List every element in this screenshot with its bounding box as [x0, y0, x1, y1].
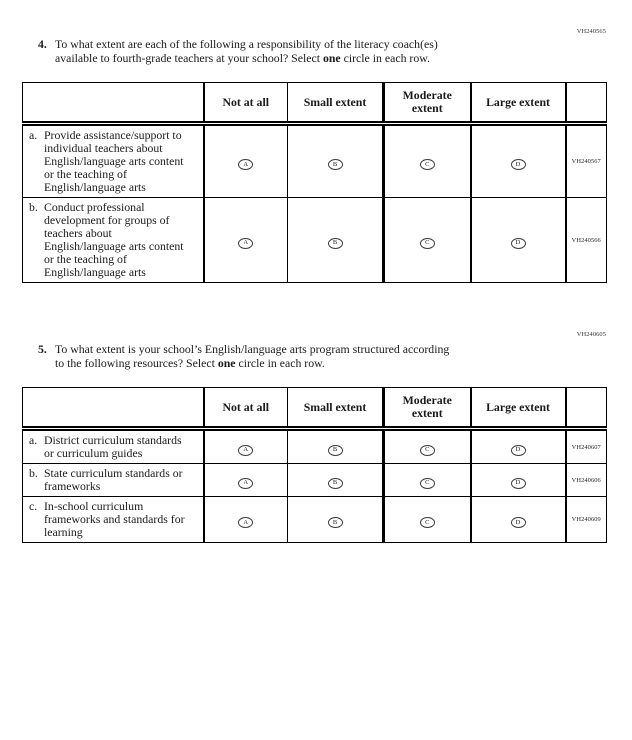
column-header-not-at-all: Not at all: [204, 83, 288, 124]
question-4-line2-post: circle in each row.: [340, 50, 430, 65]
answer-cell: [204, 124, 288, 198]
column-header-small-extent: Small extent: [288, 83, 384, 124]
answer-cell: [204, 497, 288, 543]
row-letter: b.: [29, 200, 38, 214]
answer-cell: [384, 429, 471, 464]
answer-cell: [288, 464, 384, 497]
answer-bubble-a[interactable]: A: [238, 159, 253, 170]
row-label-cell: [23, 497, 204, 543]
item-code-cell: VH240606: [566, 464, 607, 497]
answer-cell: [471, 429, 566, 464]
answer-cell: [471, 464, 566, 497]
question-5-line2-pre: to the following resources? Select: [55, 355, 218, 370]
question-5-number: 5.: [38, 342, 47, 356]
answer-bubble-a[interactable]: A: [238, 517, 253, 528]
question-4-code: VH240565: [576, 28, 606, 35]
answer-bubble-d[interactable]: D: [511, 445, 526, 456]
question-4-response-table: [22, 82, 607, 283]
question-4-line1: To what extent are each of the following a responsibility of the literacy coach(es): [55, 37, 438, 51]
answer-bubble-c[interactable]: C: [420, 159, 435, 170]
answer-cell: [288, 497, 384, 543]
row-label: Provide assistance/support to individual teachers about English/language arts content or the teaching of English/language arts: [44, 128, 184, 194]
answer-bubble-b[interactable]: B: [328, 478, 343, 489]
row-letter: a.: [29, 128, 38, 142]
question-4-number: 4.: [38, 37, 47, 51]
answer-bubble-d[interactable]: D: [511, 517, 526, 528]
code-column-header: [566, 388, 607, 429]
answer-bubble-c[interactable]: C: [420, 478, 435, 489]
column-header-moderate-extent: Moderate extent: [384, 388, 471, 429]
question-5-section: [0, 283, 632, 543]
answer-bubble-a[interactable]: A: [238, 478, 253, 489]
answer-cell: [471, 198, 566, 283]
answer-cell: [204, 429, 288, 464]
row-label-cell: [23, 124, 204, 198]
item-code-cell: VH240566: [566, 198, 607, 283]
row-label: Conduct professional development for groups of teachers about English/language arts content or the teaching of English/language arts: [44, 200, 184, 279]
answer-bubble-c[interactable]: C: [420, 517, 435, 528]
answer-bubble-a[interactable]: A: [238, 445, 253, 456]
question-5-code: VH240605: [576, 331, 606, 338]
item-code-cell: VH240567: [566, 124, 607, 198]
question-4-body: [38, 38, 578, 65]
table-row-b: [23, 464, 607, 497]
stub-header: [23, 388, 204, 429]
answer-cell: [204, 198, 288, 283]
row-letter: a.: [29, 433, 38, 447]
header-row: [23, 388, 607, 429]
answer-bubble-d[interactable]: D: [511, 159, 526, 170]
table-row-a: [23, 429, 607, 464]
table-row-b: [23, 198, 607, 283]
item-code-cell: VH240609: [566, 497, 607, 543]
item-code-cell: VH240607: [566, 429, 607, 464]
question-5-line2-post: circle in each row.: [235, 355, 325, 370]
table-row-c: [23, 497, 607, 543]
code-column-header: [566, 83, 607, 124]
answer-cell: [204, 464, 288, 497]
answer-cell: [471, 124, 566, 198]
answer-cell: [288, 124, 384, 198]
row-letter: c.: [29, 499, 38, 513]
answer-bubble-d[interactable]: D: [511, 478, 526, 489]
row-label-cell: [23, 198, 204, 283]
answer-bubble-c[interactable]: C: [420, 445, 435, 456]
row-label: State curriculum standards or frameworks: [44, 466, 183, 493]
stub-header: [23, 83, 204, 124]
column-header-moderate-extent: Moderate extent: [384, 83, 471, 124]
answer-cell: [471, 497, 566, 543]
answer-cell: [384, 124, 471, 198]
question-4-line2-pre: available to fourth-grade teachers at your school? Select: [55, 50, 323, 65]
header-row: [23, 83, 607, 124]
row-label: District curriculum standards or curriculum guides: [44, 433, 182, 460]
column-header-large-extent: Large extent: [471, 83, 566, 124]
question-5-response-table: [22, 387, 607, 543]
question-4-bold-word: one: [322, 50, 341, 65]
answer-cell: [288, 198, 384, 283]
question-4-text: [55, 38, 578, 65]
row-label: In-school curriculum frameworks and standards for learning: [44, 499, 185, 539]
answer-cell: [384, 198, 471, 283]
question-5-text: [55, 343, 578, 370]
question-5-line1: To what extent is your school’s English/language arts program structured according: [55, 342, 450, 356]
row-label-cell: [23, 429, 204, 464]
answer-bubble-d[interactable]: D: [511, 238, 526, 249]
answer-bubble-a[interactable]: A: [238, 238, 253, 249]
answer-bubble-b[interactable]: B: [328, 238, 343, 249]
answer-cell: [288, 429, 384, 464]
answer-cell: [384, 464, 471, 497]
row-letter: b.: [29, 466, 38, 480]
answer-bubble-c[interactable]: C: [420, 238, 435, 249]
table-row-a: [23, 124, 607, 198]
column-header-not-at-all: Not at all: [204, 388, 288, 429]
question-5-body: [38, 343, 578, 370]
answer-cell: [384, 497, 471, 543]
answer-bubble-b[interactable]: B: [328, 517, 343, 528]
question-5-bold-word: one: [217, 355, 236, 370]
column-header-small-extent: Small extent: [288, 388, 384, 429]
column-header-large-extent: Large extent: [471, 388, 566, 429]
answer-bubble-b[interactable]: B: [328, 159, 343, 170]
answer-bubble-b[interactable]: B: [328, 445, 343, 456]
question-4-section: [0, 0, 632, 283]
row-label-cell: [23, 464, 204, 497]
